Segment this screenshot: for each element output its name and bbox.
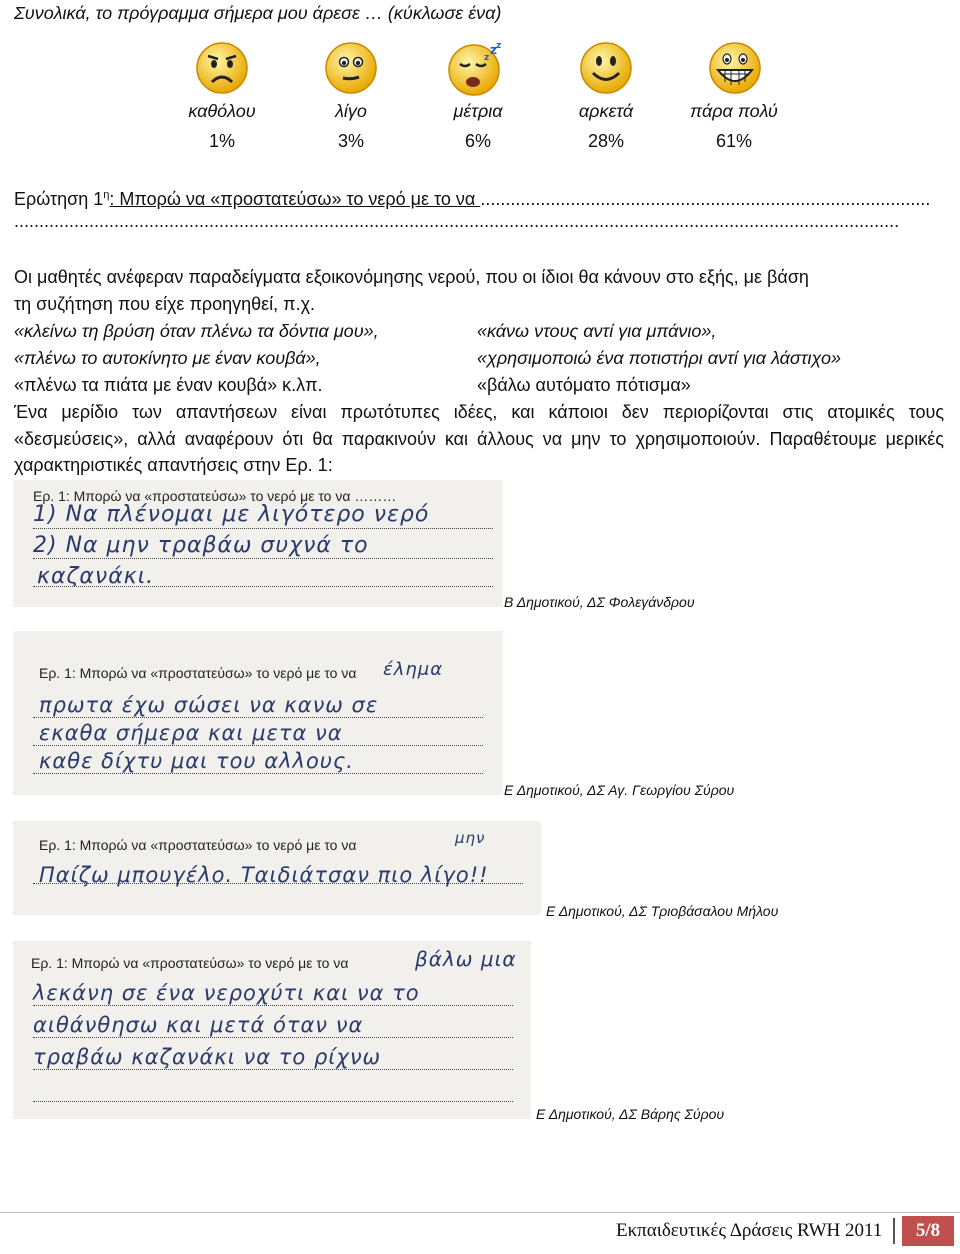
rating-percent-2: 3%: [337, 131, 364, 151]
svg-text:z: z: [484, 53, 490, 63]
example-left-3: «πλένω τα πιάτα με έναν κουβά» κ.λπ.: [14, 375, 323, 395]
scan-header: Ερ. 1: Μπορώ να «προστατεύσω» το νερό με το να: [31, 955, 349, 971]
handwriting-line: αιθάνθησω και μετά όταν να: [33, 1013, 364, 1037]
example-left-2: «πλένω το αυτοκίνητο με έναν κουβά»,: [14, 348, 321, 368]
scan-header: Ερ. 1: Μπορώ να «προστατεύσω» το νερό με το να: [39, 837, 357, 853]
question-text: : Μπορώ να «προστατεύσω» το νερό με το να: [109, 189, 481, 209]
footer-divider: [0, 1212, 960, 1213]
rating-percent-4: 28%: [587, 131, 625, 151]
svg-text:z: z: [490, 43, 497, 57]
grin-face-icon: [706, 40, 764, 96]
question-dots-line: .................................................................................................................................................................................: [14, 211, 900, 231]
handwriting-line: πρωτα έχω σώσει να κανω σε: [39, 693, 379, 717]
sleepy-face-icon: [446, 40, 510, 98]
handwriting-line: εκαθα σήμερα και μετα να: [39, 721, 343, 745]
paragraph-1b: τη συζήτηση που είχε προηγηθεί, π.χ.: [14, 294, 316, 314]
frown-face-icon: [194, 40, 250, 96]
intro-text: Συνολικά, το πρόγραμμα σήμερα μου άρεσε … (κύκλωσε ένα): [14, 3, 502, 23]
rating-label-3: μέτρια: [453, 101, 503, 121]
rating-percent-1: 1%: [208, 131, 235, 151]
rating-label-1: καθόλου: [188, 101, 256, 121]
handwriting-line: καζανάκι.: [37, 564, 155, 586]
handwriting-line: βάλω μια: [415, 947, 517, 971]
example-left-1: «κλείνω τη βρύση όταν πλένω τα δόντια μου»,: [14, 321, 379, 341]
handwriting-line: έλημα: [383, 659, 444, 680]
question-prefix: Ερώτηση 1: [14, 189, 104, 209]
footer-separator: [893, 1218, 895, 1244]
scan-caption-1: Β Δημοτικού, ΔΣ Φολεγάνδρου: [504, 594, 695, 610]
scan-caption-4: Ε Δημοτικού, ΔΣ Βάρης Σύρου: [536, 1106, 725, 1122]
answer-scan-4: [13, 941, 531, 1119]
svg-text:z: z: [496, 41, 502, 51]
handwriting-line: 1) Να πλένομαι με λιγότερο νερό: [33, 502, 430, 527]
neutral-face-icon: [323, 40, 379, 96]
handwriting-line: τραβάω καζανάκι να το ρίχνω: [33, 1045, 382, 1069]
rating-label-4: αρκετά: [578, 101, 634, 121]
answer-scan-1: [13, 480, 503, 607]
handwriting-line: 2) Να μην τραβάω συχνά το: [33, 533, 369, 558]
handwriting-line: καθε δίχτυ μαι του αλλους.: [39, 749, 354, 773]
page-number: 5/8: [902, 1216, 954, 1246]
scan-caption-3: Ε Δημοτικού, ΔΣ Τριοβάσαλου Μήλου: [546, 903, 779, 919]
paragraph-1: Οι μαθητές ανέφεραν παραδείγματα εξοικονόμησης νερού, που οι ίδιοι θα κάνουν στο εξής, με βάση: [14, 267, 809, 287]
question-sup: η: [103, 189, 110, 201]
example-right-1: «κάνω ντους αντί για μπάνιο»,: [477, 321, 717, 341]
example-right-3: «βάλω αυτόματο πότισμα»: [477, 375, 691, 395]
answer-scan-3: [13, 821, 541, 915]
example-right-2: «χρησιμοποιώ ένα ποτιστήρι αντί για λάστιχο»: [477, 348, 842, 368]
rating-percent-3: 6%: [464, 131, 491, 151]
handwriting-line: Παίζω μπουγέλο. Ταιδιάτσαν πιο λίγο!!: [39, 863, 489, 887]
answer-scan-2: [13, 631, 503, 795]
question-line: Ερώτηση $1^\eta$: Μπορώ να «προστατεύσω» το νερό με το να ..........................................................................................: [14, 189, 931, 209]
rating-percent-5: 61%: [715, 131, 753, 151]
scan-header: Ερ. 1: Μπορώ να «προστατεύσω» το νερό με το να ………: [33, 488, 397, 504]
handwriting-line: μην: [455, 829, 486, 847]
paragraph-2: Ένα μερίδιο των απαντήσεων είναι πρωτότυπες ιδέες, και κάποιοι δεν περιορίζονται στις ατομικές τους «δεσμεύσεις», αλλά αναφέρουν ότι θα παρακινούν και άλλους να μην το χρησιμοποιούν. Παραθέτουμε μερικές χαρακτηριστικές απαντήσεις στην Ερ. 1:: [14, 402, 944, 475]
handwriting-line: λεκάνη σε ένα νεροχύτι και να το: [33, 981, 420, 1005]
rating-label-5: πάρα πολύ: [690, 101, 778, 121]
footer-title: Εκπαιδευτικές Δράσεις RWH 2011: [616, 1220, 883, 1241]
smile-face-icon: [578, 40, 634, 96]
rating-label-2: λίγο: [335, 101, 367, 121]
scan-header: Ερ. 1: Μπορώ να «προστατεύσω» το νερό με το να: [39, 665, 357, 681]
scan-caption-2: Ε Δημοτικού, ΔΣ Αγ. Γεωργίου Σύρου: [504, 782, 735, 798]
